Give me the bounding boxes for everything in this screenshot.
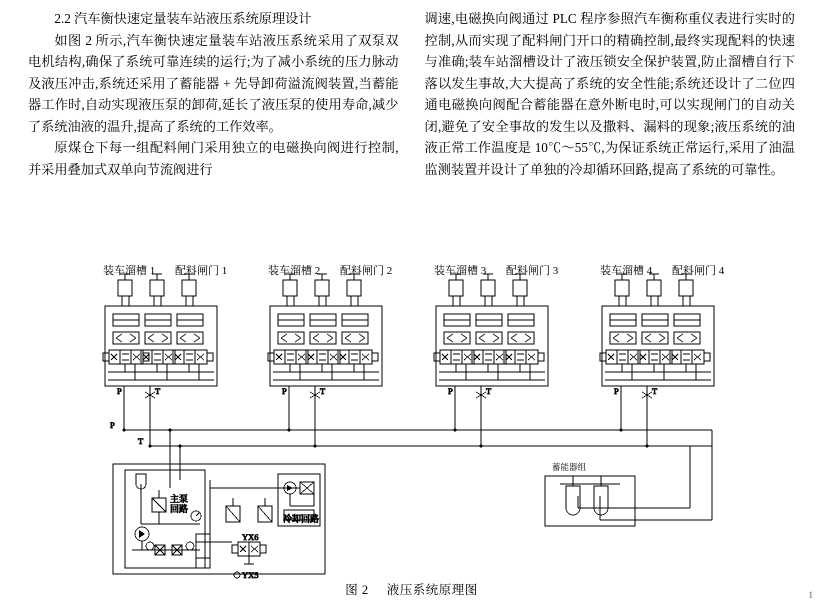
svg-text:YX5: YX5 xyxy=(242,570,259,580)
station-group-3 xyxy=(434,274,548,448)
label-chute-2: 装车溜槽 2 xyxy=(268,265,321,277)
article-body xyxy=(0,8,823,180)
svg-text:T: T xyxy=(155,386,161,396)
label-gate-4: 配料闸门 4 xyxy=(672,265,725,277)
svg-text:P: P xyxy=(117,386,122,396)
svg-text:主泵: 主泵 xyxy=(170,494,189,504)
paragraph-3: 调速,电磁换向阀通过 PLC 程序参照汽车衡称重仪表进行实时的控制,从而实现了配料闸门开口的精确控制,最终实现配料的快速与准确;装车站溜槽设计了液压锁安全保护装置,防止溜槽自行下落以发生事故,大大提高了系统的安全性能;系统还设计了二位四通电磁换向阀配合蓄能器在意外断电时,可以实现闸门的自动关闭,避免了安全事故的发生以及撒料、漏料的现象;液压系统的油液正常工作温度是 10℃～55℃,为保证系统正常运行,采用了油温监测装置并设计了单独的冷却循环回路,提高了系统的可靠性。 xyxy=(424,11,795,177)
svg-text:P: P xyxy=(614,386,619,396)
label-chute-3: 装车溜槽 3 xyxy=(434,265,487,277)
svg-text:T: T xyxy=(486,386,492,396)
page-mark: 1 xyxy=(808,590,813,600)
figure-number: 图 2 xyxy=(345,583,369,597)
label-chute-4: 装车溜槽 4 xyxy=(600,265,653,277)
figure-caption xyxy=(0,580,823,598)
label-chute-1: 装车溜槽 1 xyxy=(103,265,156,277)
svg-text:P: P xyxy=(282,386,287,396)
paragraph-2: 原煤仓下每一组配料闸门采用独立的电磁换向阀进行控制,并采用叠加式双单向节流阀进行 xyxy=(28,140,399,177)
svg-text:冷却回路: 冷却回路 xyxy=(283,514,320,524)
svg-text:T: T xyxy=(320,386,326,396)
svg-text:T: T xyxy=(652,386,658,396)
left-column xyxy=(28,8,399,180)
schematic-drawing xyxy=(0,258,823,588)
power-unit xyxy=(113,464,325,580)
svg-text:T: T xyxy=(138,436,144,446)
accumulator-group xyxy=(545,476,635,526)
svg-text:P: P xyxy=(110,420,115,430)
label-gate-3: 配料闸门 3 xyxy=(506,265,559,277)
svg-text:回路: 回路 xyxy=(170,504,189,514)
paragraph-1: 如图 2 所示,汽车衡快速定量装车站液压系统采用了双泵双电机结构,确保了系统可靠连续的运行;为了减小系统的压力脉动及液压冲击,系统还采用了蓄能器 + 先导卸荷溢流阀装置,当蓄能器工作时,自动实现液压泵的卸荷,延长了液压泵的使用寿命,减少了系统油液的温升,提高了系统的工作效率。 xyxy=(28,32,399,134)
svg-text:YX6: YX6 xyxy=(242,532,259,542)
label-gate-1: 配料闸门 1 xyxy=(175,265,228,277)
label-gate-2: 配料闸门 2 xyxy=(340,265,393,277)
label-accumulator-group: 蓄能器组 xyxy=(552,462,587,472)
right-column xyxy=(425,8,796,180)
section-heading: 2.2 汽车衡快速定量装车站液压系统原理设计 xyxy=(54,11,312,26)
svg-text:P: P xyxy=(448,386,453,396)
figure-title: 液压系统原理图 xyxy=(386,583,478,597)
station-group-4 xyxy=(600,274,714,448)
station-group-1 xyxy=(103,274,217,448)
station-group-2 xyxy=(268,274,382,448)
figure-hydraulic-schematic xyxy=(0,258,823,602)
